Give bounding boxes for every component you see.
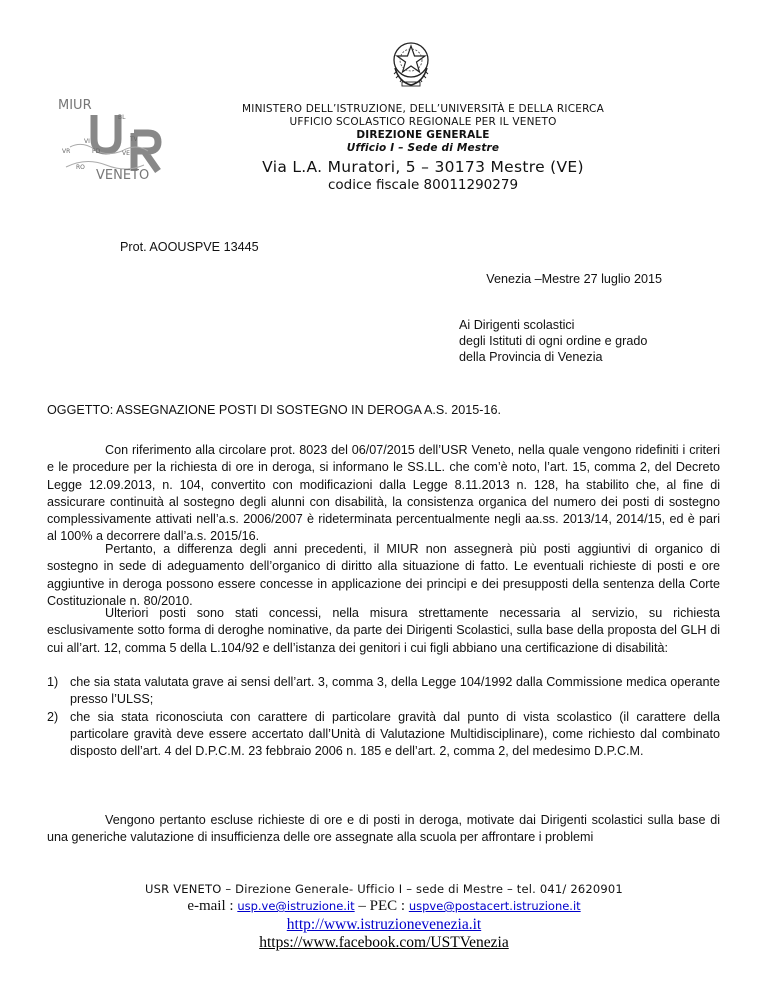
header-address: Via L.A. Muratori, 5 – 30173 Mestre (VE): [262, 158, 584, 176]
list-item: [47, 674, 720, 709]
letter-date: Venezia –Mestre 27 luglio 2015: [486, 272, 662, 286]
list-item: [47, 709, 720, 761]
svg-text:VI: VI: [84, 138, 90, 145]
body-paragraph: Ulteriori posti sono stati concessi, nella misura strettamente necessaria al servizio, su richiesta esclusivamente sotto forma di deroghe nominative, da parte dei Dirigenti Scolastici, sulla base della proposta del GLH di cui all’art. 12, comma 5 della L.104/92 e dell’istanza dei genitori i cui figli abbiano una certificazione di disabilità:: [47, 606, 720, 655]
body-paragraph: Con riferimento alla circolare prot. 8023 del 06/07/2015 dell’USR Veneto, nella quale vengono ridefiniti i criteri e le procedure per la richiesta di ore in deroga, si informano le SS.LL. che com’è noto, l’art. 15, comma 2, del Decreto Legge 12.09.2013, n. 104, convertito con modificazioni dalla Legge 8.11.2013 n. 128, ha stabilito che, al fine di assicurare continuità al sostegno degli alunni con disabilità, la consistenza organica del numero dei posti di sostegno complessivamente attivati nell’a.s. 2006/2007 è rideterminata percentualmente negli aa.ss. 2013/14, 2014/15, ed è pari al 100% a decorrere dall’a.s. 2015/16.: [47, 443, 720, 544]
addressee-line: della Provincia di Venezia: [459, 350, 603, 365]
logo-veneto-text: VENETO: [96, 168, 150, 183]
addressee-line: Ai Dirigenti scolastici: [459, 318, 575, 332]
requirements-list: [47, 674, 720, 760]
svg-text:VE: VE: [122, 150, 130, 157]
addressee-block: [459, 317, 647, 366]
list-item-number: 2): [47, 709, 59, 724]
svg-text:PD: PD: [92, 148, 101, 155]
header-direction: DIREZIONE GENERALE: [356, 129, 490, 141]
body-paragraph: Pertanto, a differenza degli anni precedenti, il MIUR non assegnerà più posti aggiuntivi di organico di sostegno in sede di adeguamento dell’organico di diritto alla situazione di fatto. Le eventuali richieste di posti e ore aggiuntive in deroga possono essere concesse in applicazione dei principi e dei presupposti della sentenza della Corte Costituzionale n. 80/2010.: [47, 542, 720, 608]
header-ministry: MINISTERO DELL’ISTRUZIONE, DELL’UNIVERSITÀ E DELLA RICERCA: [242, 103, 604, 115]
svg-text:RO: RO: [76, 164, 85, 171]
footer-pec-link[interactable]: uspve@postacert.istruzione.it: [408, 899, 581, 913]
list-item-text: che sia stata riconosciuta con carattere di particolare gravità dal punto di vista scolastico (il carattere della particolare gravità deve essere accertato dall’Unità di Valutazione Multidisciplinare), come richiesto dal combinato disposto dell’art. 4 del D.P.C.M. 23 febbraio 2006 n. 185 e dell’art. 2, comma 2, del medesimo D.P.C.M.: [70, 709, 720, 759]
subject-line: OGGETTO: ASSEGNAZIONE POSTI DI SOSTEGNO IN DEROGA A.S. 2015-16.: [47, 403, 501, 417]
footer-website-link[interactable]: http://www.istruzionevenezia.it: [286, 916, 482, 933]
list-item-text: che sia stata valutata grave ai sensi dell’art. 3, comma 3, della Legge 104/1992 dalla Commissione medica operante presso l’ULSS;: [70, 675, 720, 707]
header-unit: Ufficio I – Sede di Mestre: [346, 142, 500, 154]
svg-text:TV: TV: [130, 136, 138, 143]
footer-website: [0, 916, 768, 934]
miur-usr-veneto-logo: [56, 95, 166, 195]
header-fiscal-code: codice fiscale 80011290279: [327, 177, 519, 193]
logo-miur-text: MIUR: [58, 98, 92, 113]
list-item-number: 1): [47, 675, 59, 689]
svg-text:VR: VR: [62, 148, 71, 155]
header-office: UFFICIO SCOLASTICO REGIONALE PER IL VENETO: [289, 116, 557, 128]
addressee-line: degli Istituti di ogni ordine e grado: [459, 334, 648, 349]
footer-pec-label: – PEC :: [354, 898, 409, 914]
body-paragraph: Vengono pertanto escluse richieste di ore e di posti in deroga, motivate dai Dirigenti scolastici sulla base di una generiche valutazione di insufficienza delle ore assegnate alla scuola per affrontare i problemi: [47, 813, 720, 845]
footer-email-label: e-mail :: [187, 898, 238, 914]
footer-facebook: [0, 934, 768, 952]
footer-email-link[interactable]: usp.ve@istruzione.it: [237, 899, 355, 913]
svg-text:BL: BL: [118, 114, 126, 121]
protocol-number: Prot. AOOUSPVE 13445: [120, 240, 259, 254]
footer-email-line: [0, 898, 768, 915]
footer-facebook-link[interactable]: https://www.facebook.com/USTVenezia: [259, 934, 509, 951]
footer-contact: USR VENETO – Direzione Generale- Ufficio I – sede di Mestre – tel. 041/ 2620901: [145, 882, 623, 896]
italian-republic-emblem-icon: [389, 38, 433, 88]
